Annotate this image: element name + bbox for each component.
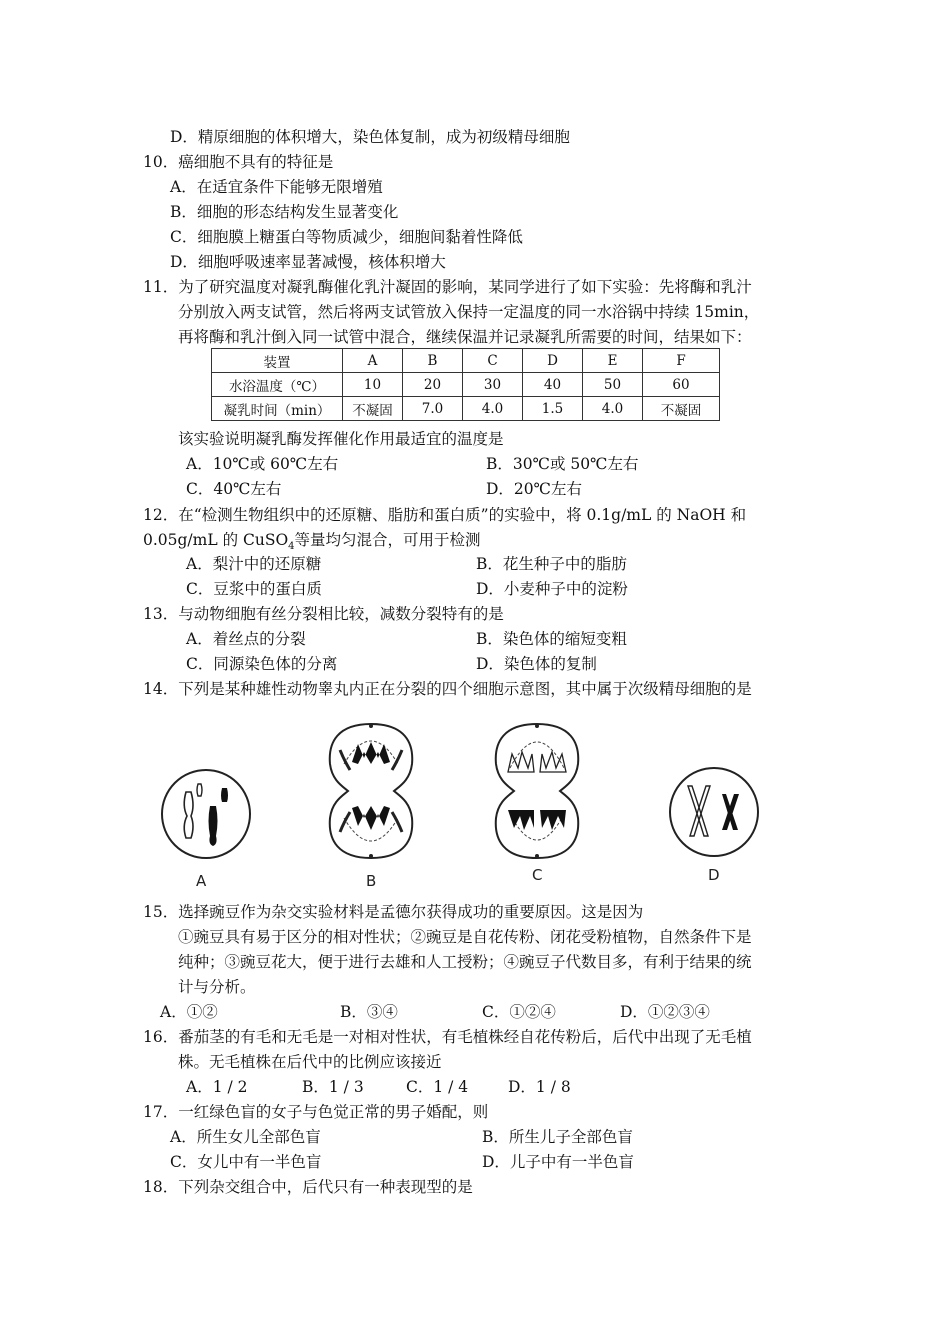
q11-option-a: A．10℃或 60℃左右 xyxy=(186,455,339,473)
q17-options-row1 xyxy=(170,1126,790,1148)
table-cell: B xyxy=(403,349,463,373)
q11-option-b: B．30℃或 50℃左右 xyxy=(486,455,639,473)
q11-options-row2 xyxy=(186,478,786,500)
q12-option-d: D．小麦种子中的淀粉 xyxy=(476,580,628,598)
q15-option-d: D．①②③④ xyxy=(620,1003,710,1021)
q15-option-a: A．①② xyxy=(160,1003,218,1021)
q17-option-c: C．女儿中有一半色盲 xyxy=(170,1153,322,1171)
cell-figure-c xyxy=(492,720,582,862)
q10-option-a: A．在适宜条件下能够无限增殖 xyxy=(170,178,383,196)
q12-option-a: A．梨汁中的还原糖 xyxy=(186,555,322,573)
table-cell: D xyxy=(523,349,583,373)
q17-option-a: A．所生女儿全部色盲 xyxy=(170,1128,321,1146)
table-row xyxy=(212,397,720,421)
q12-option-c: C．豆浆中的蛋白质 xyxy=(186,580,322,598)
table-cell: 水浴温度（℃） xyxy=(212,373,343,397)
table-cell: 1.5 xyxy=(523,397,583,421)
q16-stem-2: 株。无毛植株在后代中的比例应该接近 xyxy=(178,1053,442,1071)
table-cell: 50 xyxy=(583,373,643,397)
q14-stem: 14．下列是某种雄性动物睾丸内正在分裂的四个细胞示意图，其中属于次级精母细胞的是 xyxy=(143,680,752,698)
q17-options-row2 xyxy=(170,1151,790,1173)
table-row xyxy=(212,373,720,397)
q13-option-a: A．着丝点的分裂 xyxy=(186,630,306,648)
q10-option-d: D．细胞呼吸速率显著减慢，核体积增大 xyxy=(170,253,446,271)
table-cell: 10 xyxy=(343,373,403,397)
q15-text-3: 计与分析。 xyxy=(178,978,256,996)
table-cell: 20 xyxy=(403,373,463,397)
q13-stem: 13．与动物细胞有丝分裂相比较，减数分裂特有的是 xyxy=(143,605,504,623)
q18-stem: 18．下列杂交组合中，后代只有一种表现型的是 xyxy=(143,1178,473,1196)
q12-stem-2b: 等量均匀混合，可用于检测 xyxy=(294,531,481,549)
q11-option-d: D．20℃左右 xyxy=(486,480,582,498)
q15-text-2: 纯种；③豌豆花大，便于进行去雄和人工授粉；④豌豆子代数目多，有利于结果的统 xyxy=(178,953,752,971)
q12-options-row1 xyxy=(186,553,786,575)
q13-options-row1 xyxy=(186,628,786,650)
table-cell: F xyxy=(643,349,720,373)
q13-option-d: D．染色体的复制 xyxy=(476,655,597,673)
q13-option-c: C．同源染色体的分离 xyxy=(186,655,338,673)
q16-option-a: A．1 / 2 xyxy=(186,1078,248,1096)
cell-figure-a xyxy=(158,766,254,862)
q11-options-row1 xyxy=(186,453,786,475)
q13-option-b: B．染色体的缩短变粗 xyxy=(476,630,627,648)
table-cell: E xyxy=(583,349,643,373)
figure-label-c: C xyxy=(532,866,543,884)
q11-stem-3: 再将酶和乳汁倒入同一试管中混合，继续保温并记录凝乳所需要的时间，结果如下： xyxy=(178,328,752,346)
table-cell: 不凝固 xyxy=(343,397,403,421)
q12-option-b: B．花生种子中的脂肪 xyxy=(476,555,627,573)
q10-stem: 10．癌细胞不具有的特征是 xyxy=(143,153,334,171)
q10-option-b: B．细胞的形态结构发生显著变化 xyxy=(170,203,399,221)
experiment-table xyxy=(211,348,720,421)
q11-stem-1: 11．为了研究温度对凝乳酶催化乳汁凝固的影响，某同学进行了如下实验：先将酶和乳汁 xyxy=(143,278,752,296)
table-cell: 30 xyxy=(463,373,523,397)
q15-text-1: ①豌豆具有易于区分的相对性状；②豌豆是自花传粉、闭花受粉植物，自然条件下是 xyxy=(178,928,752,946)
figure-label-b: B xyxy=(366,872,377,890)
figure-label-d: D xyxy=(708,866,720,884)
table-cell: 装置 xyxy=(212,349,343,373)
q16-option-d: D．1 / 8 xyxy=(508,1078,571,1096)
q11-stem-2: 分别放入两支试管，然后将两支试管放入保持一定温度的同一水浴锅中持续 15min， xyxy=(178,303,760,321)
q15-option-c: C．①②④ xyxy=(482,1003,556,1021)
table-cell: A xyxy=(343,349,403,373)
cell-figure-b xyxy=(326,720,416,862)
subscript: 4 xyxy=(288,541,295,553)
q12-stem-1: 12．在“检测生物组织中的还原糖、脂肪和蛋白质”的实验中，将 0.1g/mL 的 NaOH 和 xyxy=(143,506,747,524)
table-cell: 凝乳时间（min） xyxy=(212,397,343,421)
cell-division-figures xyxy=(150,716,790,896)
q17-option-b: B．所生儿子全部色盲 xyxy=(482,1128,633,1146)
q16-option-b: B．1 / 3 xyxy=(302,1078,364,1096)
q11-option-c: C．40℃左右 xyxy=(186,480,282,498)
q13-options-row2 xyxy=(186,653,786,675)
q10-option-c: C．细胞膜上糖蛋白等物质减少，细胞间黏着性降低 xyxy=(170,228,523,246)
q16-option-c: C．1 / 4 xyxy=(406,1078,469,1096)
q16-stem-1: 16．番茄茎的有毛和无毛是一对相对性状，有毛植株经自花传粉后，后代中出现了无毛植 xyxy=(143,1028,752,1046)
q12-options-row2 xyxy=(186,578,786,600)
q12-stem-2a: 0.05g/mL 的 CuSO xyxy=(143,531,289,549)
cell-figure-d xyxy=(666,764,762,860)
table-cell: 不凝固 xyxy=(643,397,720,421)
table-cell: 40 xyxy=(523,373,583,397)
q15-option-b: B．③④ xyxy=(340,1003,398,1021)
q15-stem: 15．选择豌豆作为杂交实验材料是孟德尔获得成功的重要原因。这是因为 xyxy=(143,903,644,921)
table-cell: 4.0 xyxy=(463,397,523,421)
table-cell: 4.0 xyxy=(583,397,643,421)
table-cell: 60 xyxy=(643,373,720,397)
q17-stem: 17．一红绿色盲的女子与色觉正常的男子婚配，则 xyxy=(143,1103,489,1121)
table-cell: C xyxy=(463,349,523,373)
q17-option-d: D．儿子中有一半色盲 xyxy=(482,1153,634,1171)
figure-label-a: A xyxy=(196,872,207,890)
table-cell: 7.0 xyxy=(403,397,463,421)
table-header-row xyxy=(212,349,720,373)
q11-question: 该实验说明凝乳酶发挥催化作用最适宜的温度是 xyxy=(178,430,504,448)
q9-option-d: D．精原细胞的体积增大，染色体复制，成为初级精母细胞 xyxy=(170,128,570,146)
